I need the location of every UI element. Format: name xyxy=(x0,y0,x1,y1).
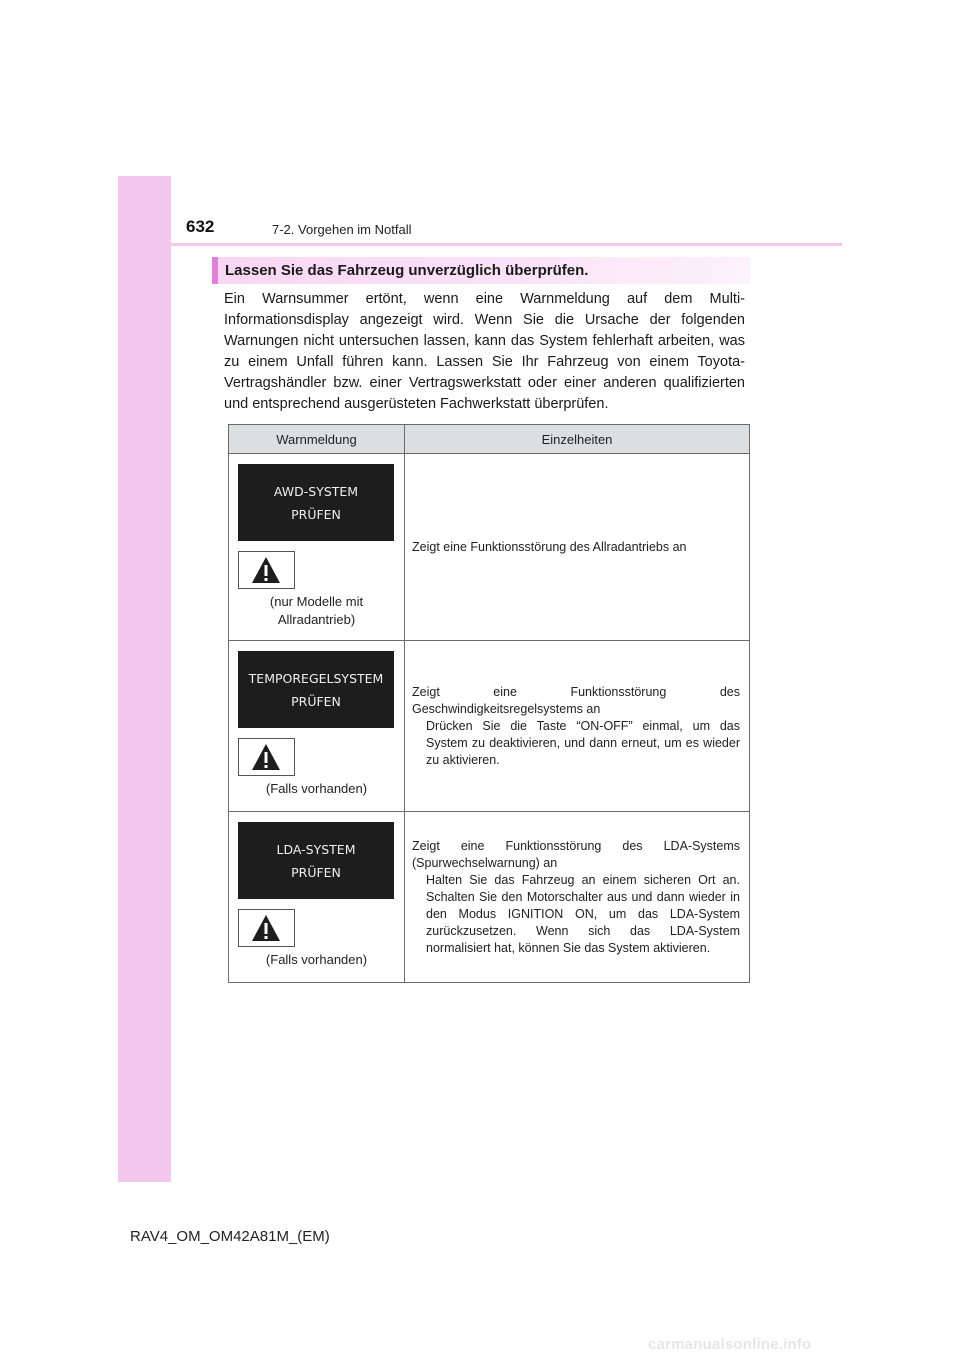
footer-model-code: RAV4_OM_OM42A81M_(EM) xyxy=(130,1228,330,1245)
details-cell xyxy=(405,454,750,641)
heading-text: Lassen Sie das Fahrzeug unverzüglich überprüfen. xyxy=(225,262,589,279)
column-header-details: Einzelheiten xyxy=(405,425,750,454)
details-cell xyxy=(405,812,750,983)
message-cell xyxy=(229,641,405,812)
side-bar xyxy=(118,176,171,1182)
details-cell xyxy=(405,641,750,812)
display-screen xyxy=(238,822,394,899)
intro-paragraph: Ein Warnsummer ertönt, wenn eine Warnmeldung auf dem Multi-Informationsdisplay angezeigt wird. Wenn Sie die Ursache der folgenden Warnungen nicht untersuchen lassen, kann das System fehlerhaft arbeiten, was zu einem Unfall führen kann. Lassen Sie Ihr Fahrzeug von einem Toyota-Vertragshändler bzw. einer Vertragswerkstatt oder einer anderen qualifizierten und entsprechend ausgerüsteten Fachwerkstatt überprüfen. xyxy=(224,291,745,412)
column-header-warning: Warnmeldung xyxy=(229,425,405,454)
message-cell xyxy=(229,454,405,641)
detail-instruction: Drücken Sie die Taste “ON-OFF” einmal, um das System zu deaktivieren, und dann erneut, um es wieder zu aktivieren. xyxy=(426,718,740,767)
heading-accent xyxy=(212,257,218,284)
message-cell xyxy=(229,812,405,983)
display-line: TEMPOREGELSYSTEM xyxy=(248,670,384,686)
availability-note: (nur Modelle mit Allradantrieb) xyxy=(269,594,364,627)
detail-instruction: Halten Sie das Fahrzeug an einem sicheren Ort an. Schalten Sie den Motorschalter aus und dann wieder in den Modus IGNITION ON, um das LDA-System zurückzusetzen. Wenn sich das LDA-System normalisiert hat, können Sie das System aktivieren. xyxy=(426,872,740,955)
display-line: PRÜFEN xyxy=(291,506,341,522)
warning-triangle-icon xyxy=(238,909,295,947)
heading-box xyxy=(212,257,750,284)
warning-triangle-icon xyxy=(238,551,295,589)
display-screen xyxy=(238,464,394,541)
section-title: 7-2. Vorgehen im Notfall xyxy=(272,222,412,237)
display-line: PRÜFEN xyxy=(291,693,341,709)
display-line: LDA-SYSTEM xyxy=(276,841,356,857)
page-number: 632 xyxy=(186,217,215,236)
header-line xyxy=(118,243,842,246)
table-row xyxy=(229,454,750,641)
table-header-row xyxy=(229,425,750,454)
warning-table xyxy=(228,424,750,983)
table-row xyxy=(229,641,750,812)
detail-main: Zeigt eine Funktionsstörung des LDA-Systems (Spurwechselwarnung) an xyxy=(412,838,740,870)
watermark: carmanualsonline.info xyxy=(648,1336,812,1353)
detail-main: Zeigt eine Funktionsstörung des Geschwindigkeitsregelsystems an xyxy=(412,684,740,716)
availability-note: (Falls vorhanden) xyxy=(265,952,368,967)
warning-triangle-icon xyxy=(238,738,295,776)
detail-main: Zeigt eine Funktionsstörung des Allradantriebs an xyxy=(412,539,687,554)
table-row xyxy=(229,812,750,983)
display-screen xyxy=(238,651,394,728)
availability-note: (Falls vorhanden) xyxy=(265,781,368,796)
display-line: AWD-SYSTEM xyxy=(273,483,359,499)
display-line: PRÜFEN xyxy=(291,864,341,880)
